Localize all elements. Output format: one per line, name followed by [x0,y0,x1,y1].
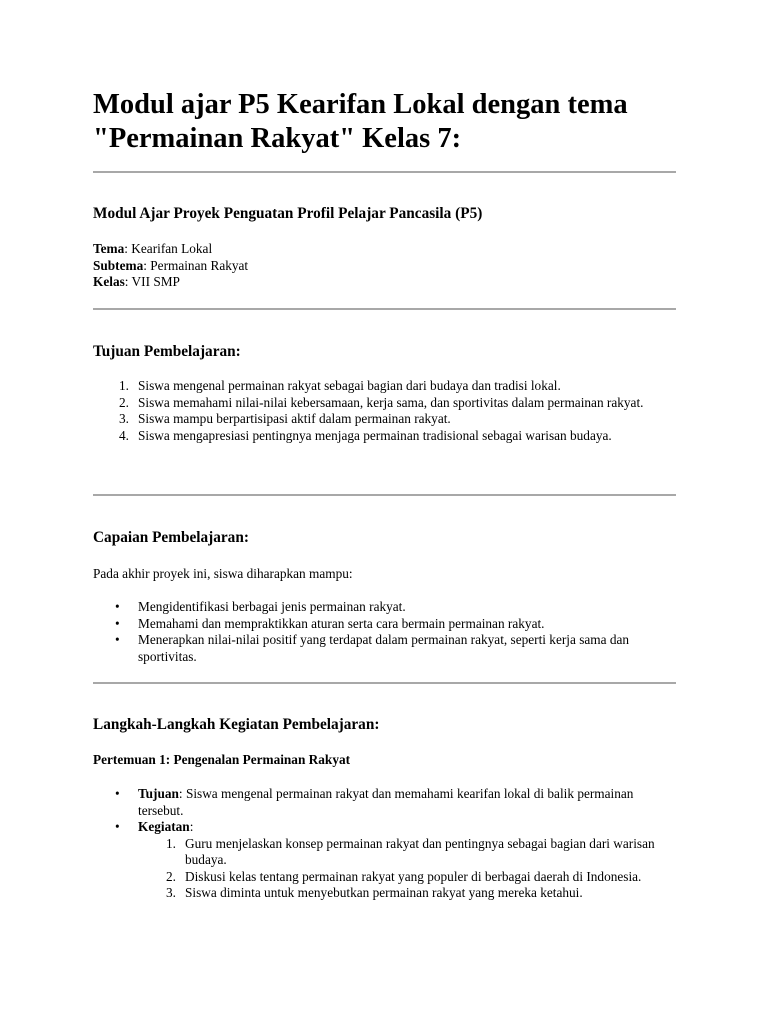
list-item [138,836,676,869]
list-item-text: Menerapkan nilai-nilai positif yang terdapat dalam permainan rakyat, seperti kerja sama dan sportivitas. [138,632,630,664]
tujuan-text: : Siswa mengenal permainan rakyat dan memahami kearifan lokal di balik permainan tersebut. [138,786,634,818]
bullet: • [115,786,120,801]
capaian-heading: Capaian Pembelajaran: [93,529,249,546]
list-number: 2. [119,394,129,410]
list-item-text: Diskusi kelas tentang permainan rakyat yang populer di berbagai daerah di Indonesia. [185,868,642,884]
kegiatan-label: Kegiatan [138,819,190,834]
pertemuan-1-list [93,786,676,902]
list-number: 4. [119,427,129,443]
kegiatan-list [138,836,676,902]
bullet: • [115,615,120,631]
list-item [93,395,676,412]
list-item [93,616,676,633]
list-item [93,428,676,445]
divider [93,494,676,496]
list-item-text: Siswa mengenal permainan rakyat sebagai bagian dari budaya dan tradisi lokal. [138,378,561,393]
list-item [138,869,676,886]
list-item-text: Siswa mengapresiasi pentingnya menjaga permainan tradisional sebagai warisan budaya. [138,427,612,443]
meta-subtema [93,258,248,275]
list-number: 1. [119,378,129,393]
divider [93,308,676,310]
list-item-text: Guru menjelaskan konsep permainan rakyat dan pentingnya sebagai bagian dari warisan budaya. [185,835,655,867]
module-heading: Modul Ajar Proyek Penguatan Profil Pelajar Pancasila (P5) [93,205,483,222]
bullet: • [115,632,120,647]
list-number: 2. [166,868,176,884]
capaian-intro: Pada akhir proyek ini, siswa diharapkan mampu: [93,566,353,581]
module-meta [93,241,248,291]
list-item-text: Siswa mampu berpartisipasi aktif dalam permainan rakyat. [138,411,451,426]
tujuan-list [93,378,676,444]
list-item-text: Siswa diminta untuk menyebutkan permainan rakyat yang mereka ketahui. [185,885,583,900]
list-number: 3. [119,411,129,426]
page-title: Modul ajar P5 Kearifan Lokal dengan tema "Permainan Rakyat" Kelas 7: [93,89,628,154]
meta-kelas [93,274,248,291]
list-item [93,819,676,902]
divider [93,682,676,684]
meta-tema-value: : Kearifan Lokal [124,241,213,256]
meta-kelas-value: : VII SMP [124,274,180,289]
meta-subtema-value: : Permainan Rakyat [143,257,249,273]
meta-kelas-label: Kelas [93,274,125,289]
tujuan-heading: Tujuan Pembelajaran: [93,343,241,360]
kegiatan-colon: : [189,819,194,834]
bullet: • [115,599,120,614]
bullet: • [115,819,120,834]
pertemuan-1-heading: Pertemuan 1: Pengenalan Permainan Rakyat [93,752,351,767]
meta-tema [93,241,248,258]
list-item-text: Mengidentifikasi berbagai jenis permainan rakyat. [138,599,406,614]
list-item-text: Siswa memahami nilai-nilai kebersamaan, kerja sama, dan sportivitas dalam permainan rakyat. [138,394,644,410]
tujuan-label: Tujuan [138,786,179,801]
list-number: 3. [166,885,176,900]
list-item [93,632,676,665]
meta-subtema-label: Subtema [93,257,144,273]
list-number: 1. [166,835,176,851]
divider [93,171,676,173]
meta-tema-label: Tema [93,241,125,256]
list-item-text: Memahami dan mempraktikkan aturan serta cara bermain permainan rakyat. [138,615,545,631]
list-item [138,885,676,902]
list-item [93,786,676,819]
langkah-heading: Langkah-Langkah Kegiatan Pembelajaran: [93,716,380,733]
list-item [93,411,676,428]
capaian-list [93,599,676,665]
list-item [93,599,676,616]
list-item [93,378,676,395]
